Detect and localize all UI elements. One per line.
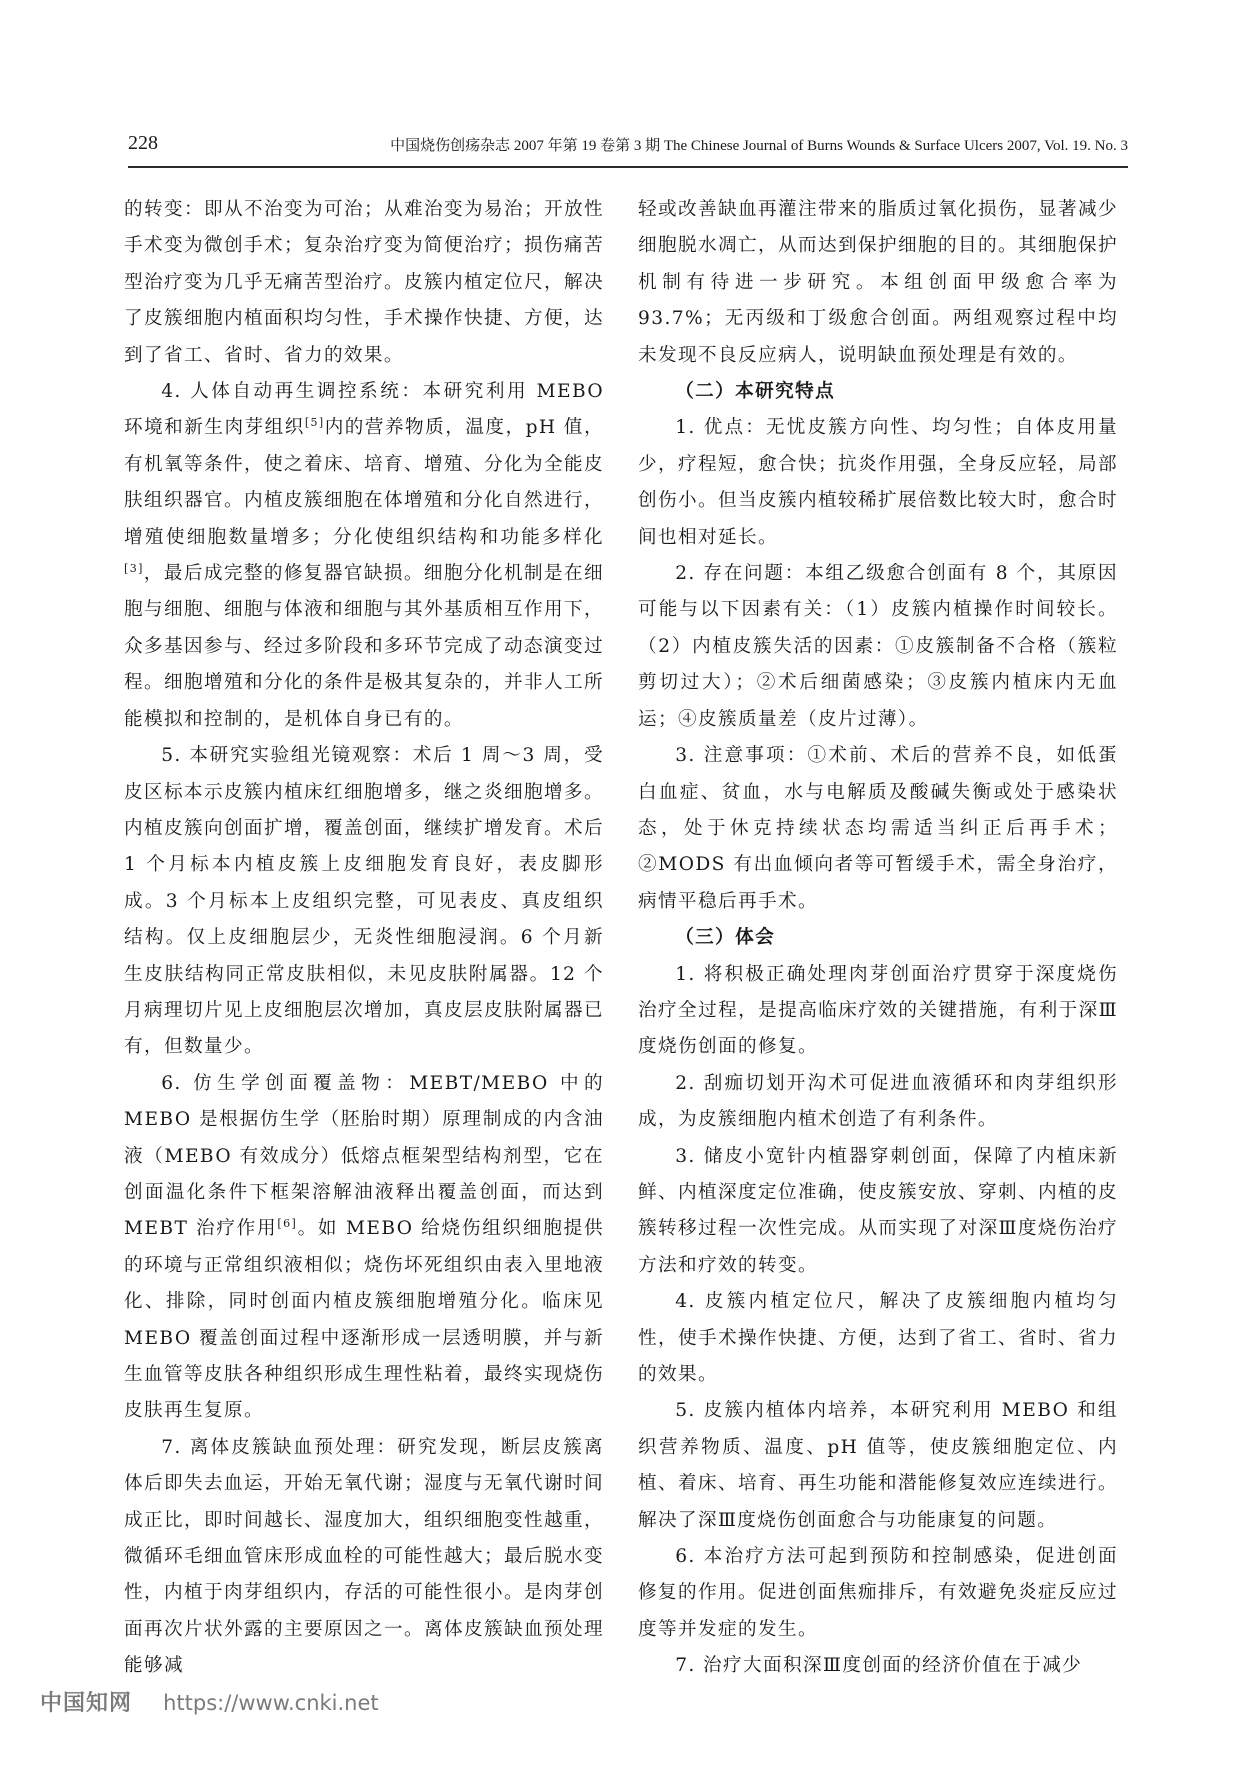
running-header	[128, 132, 1128, 168]
paragraph	[124, 1066, 604, 1430]
paragraph: 的转变：即从不治变为可治；从难治变为易治；开放性手术变为微创手术；复杂治疗变为简便治疗；损伤痛苦型治疗变为几乎无痛苦型治疗。皮簇内植定位尺，解决了皮簇细胞内植面积均匀性，手术操作快捷、方便，达到了省工、省时、省力的效果。	[124, 199, 604, 366]
text-run: 4. 人体自动再生调控系统：本研究利用 MEBO 环境和新生肉芽组织	[124, 381, 604, 439]
paragraph: 5. 本研究实验组光镜观察：术后 1 周～3 周，受皮区标本示皮簇内植床红细胞增多，继之炎细胞增多。内植皮簇向创面扩增，覆盖创面，继续扩增发育。术后 1 个月标本内植皮簇上皮细胞发育良好，表皮脚形成。3 个月标本上皮组织完整，可见表皮、真皮组织结构。仅上皮细胞层少，无炎性细胞浸润。6 个月新生皮肤结构同正常皮肤相似，未见皮肤附属器。12 个月病理切片见上皮细胞层次增加，真皮层皮肤附属器已有，但数量少。	[124, 745, 604, 1058]
journal-citation: 中国烧伤创疡杂志 2007 年第 19 卷第 3 期 The Chinese Journal of Burns Wounds & Surface Ulcers 2007, Vol. 19. No. 3	[390, 138, 1128, 154]
paragraph: 3. 注意事项：①术前、术后的营养不良，如低蛋白血症、贫血，水与电解质及酸碱失衡或处于感染状态，处于休克持续状态均需适当纠正后再手术；②MODS 有出血倾向者等可暂缓手术，需全身治疗，病情平稳后再手术。	[638, 745, 1118, 912]
paragraph: 5. 皮簇内植体内培养，本研究利用 MEBO 和组织营养物质、温度、pH 值等，使皮簇细胞定位、内植、着床、培育、再生功能和潜能修复效应连续进行。解决了深Ⅲ度烧伤创面愈合与功能康复的问题。	[638, 1400, 1118, 1531]
paragraph: 7. 治疗大面积深Ⅲ度创面的经济价值在于减少	[675, 1655, 1083, 1677]
left-column	[124, 192, 604, 1685]
paragraph: 7. 离体皮簇缺血预处理：研究发现，断层皮簇离体后即失去血运，开始无氧代谢；湿度与无氧代谢时间成正比，即时间越长、湿度加大，组织细胞变性越重，微循环毛细血管床形成血栓的可能性越大；最后脱水变性，内植于肉芽组织内，存活的可能性很小。是肉芽创面再次片状外露的主要原因之一。离体皮簇缺血预处理能够减	[124, 1436, 604, 1677]
paragraph: 2. 存在问题：本组乙级愈合创面有 8 个，其原因可能与以下因素有关：（1）皮簇内植操作时间较长。（2）内植皮簇失活的因素：①皮簇制备不合格（簇粒剪切过大）；②术后细菌感染；③皮簇内植床内无血运；④皮簇质量差（皮片过薄）。	[638, 563, 1118, 730]
section-heading: （二）本研究特点	[675, 381, 836, 403]
paragraph: 1. 优点：无忧皮簇方向性、均匀性；自体皮用量少，疗程短，愈合快；抗炎作用强，全身反应轻，局部创伤小。但当皮簇内植较稀扩展倍数比较大时，愈合时间也相对延长。	[638, 417, 1118, 548]
right-column	[638, 192, 1118, 1685]
watermark-footer	[40, 1686, 379, 1717]
paragraph: 6. 本治疗方法可起到预防和控制感染，促进创面修复的作用。促进创面焦痂排斥，有效避免炎症反应过度等并发症的发生。	[638, 1546, 1118, 1640]
paragraph: 4. 皮簇内植定位尺，解决了皮簇细胞内植均匀性，使手术操作快捷、方便，达到了省工、省时、省力的效果。	[638, 1291, 1118, 1385]
page-number: 228	[128, 132, 158, 154]
paragraph: 轻或改善缺血再灌注带来的脂质过氧化损伤，显著减少细胞脱水凋亡，从而达到保护细胞的目的。其细胞保护机制有待进一步研究。本组创面甲级愈合率为 93.7%；无丙级和丁级愈合创面。两组观察过程中均未发现不良反应病人，说明缺血预处理是有效的。	[638, 199, 1118, 366]
text-run: 内的营养物质，温度，pH 值，有机氧等条件，使之着床、培育、增殖、分化为全能皮肤组织器官。内植皮簇细胞在体增殖和分化自然进行，增殖使细胞数量增多；分化使组织结构和功能多样化	[124, 417, 605, 548]
citation-ref[interactable]: [3]	[124, 561, 144, 575]
cnki-logo: 中国知网	[40, 1691, 133, 1716]
section-heading: （三）体会	[675, 927, 776, 949]
citation-ref[interactable]: [5]	[304, 416, 325, 430]
paragraph: 2. 刮痂切划开沟术可促进血液循环和肉芽组织形成，为皮簇细胞内植术创造了有利条件。	[638, 1072, 1118, 1131]
paragraph	[124, 374, 604, 738]
source-url[interactable]: https://www.cnki.net	[163, 1691, 379, 1715]
text-run: 。如 MEBO 给烧伤组织细胞提供的环境与正常组织液相似；烧伤坏死组织由表入里地液化、排除，同时创面内植皮簇细胞增殖分化。临床见 MEBO 覆盖创面过程中逐渐形成一层透明膜，并与新生血管等皮肤各种组织形成生理性粘着，最终实现烧伤皮肤再生复原。	[124, 1218, 604, 1422]
paragraph: 1. 将积极正确处理肉芽创面治疗贯穿于深度烧伤治疗全过程，是提高临床疗效的关键措施，有利于深Ⅲ度烧伤创面的修复。	[638, 963, 1118, 1058]
text-run: ，最后成完整的修复器官缺损。细胞分化机制是在细胞与细胞、细胞与体液和细胞与其外基质相互作用下，众多基因参与、经过多阶段和多环节完成了动态演变过程。细胞增殖和分化的条件是极其复杂的，并非人工所能模拟和控制的，是机体自身已有的。	[124, 563, 604, 730]
paragraph: 3. 储皮小宽针内植器穿刺创面，保障了内植床新鲜、内植深度定位准确，使皮簇安放、穿刺、内植的皮簇转移过程一次性完成。从而实现了对深Ⅲ度烧伤治疗方法和疗效的转变。	[638, 1145, 1118, 1276]
citation-ref[interactable]: [6]	[277, 1217, 298, 1231]
text-run: 6. 仿生学创面覆盖物：MEBT/MEBO 中的 MEBO 是根据仿生学（胚胎时期）原理制成的内含油液（MEBO 有效成分）低熔点框架型结构剂型，它在创面温化条件下框架溶解油液释出覆盖创面，而达到 MEBT 治疗作用	[124, 1072, 604, 1240]
